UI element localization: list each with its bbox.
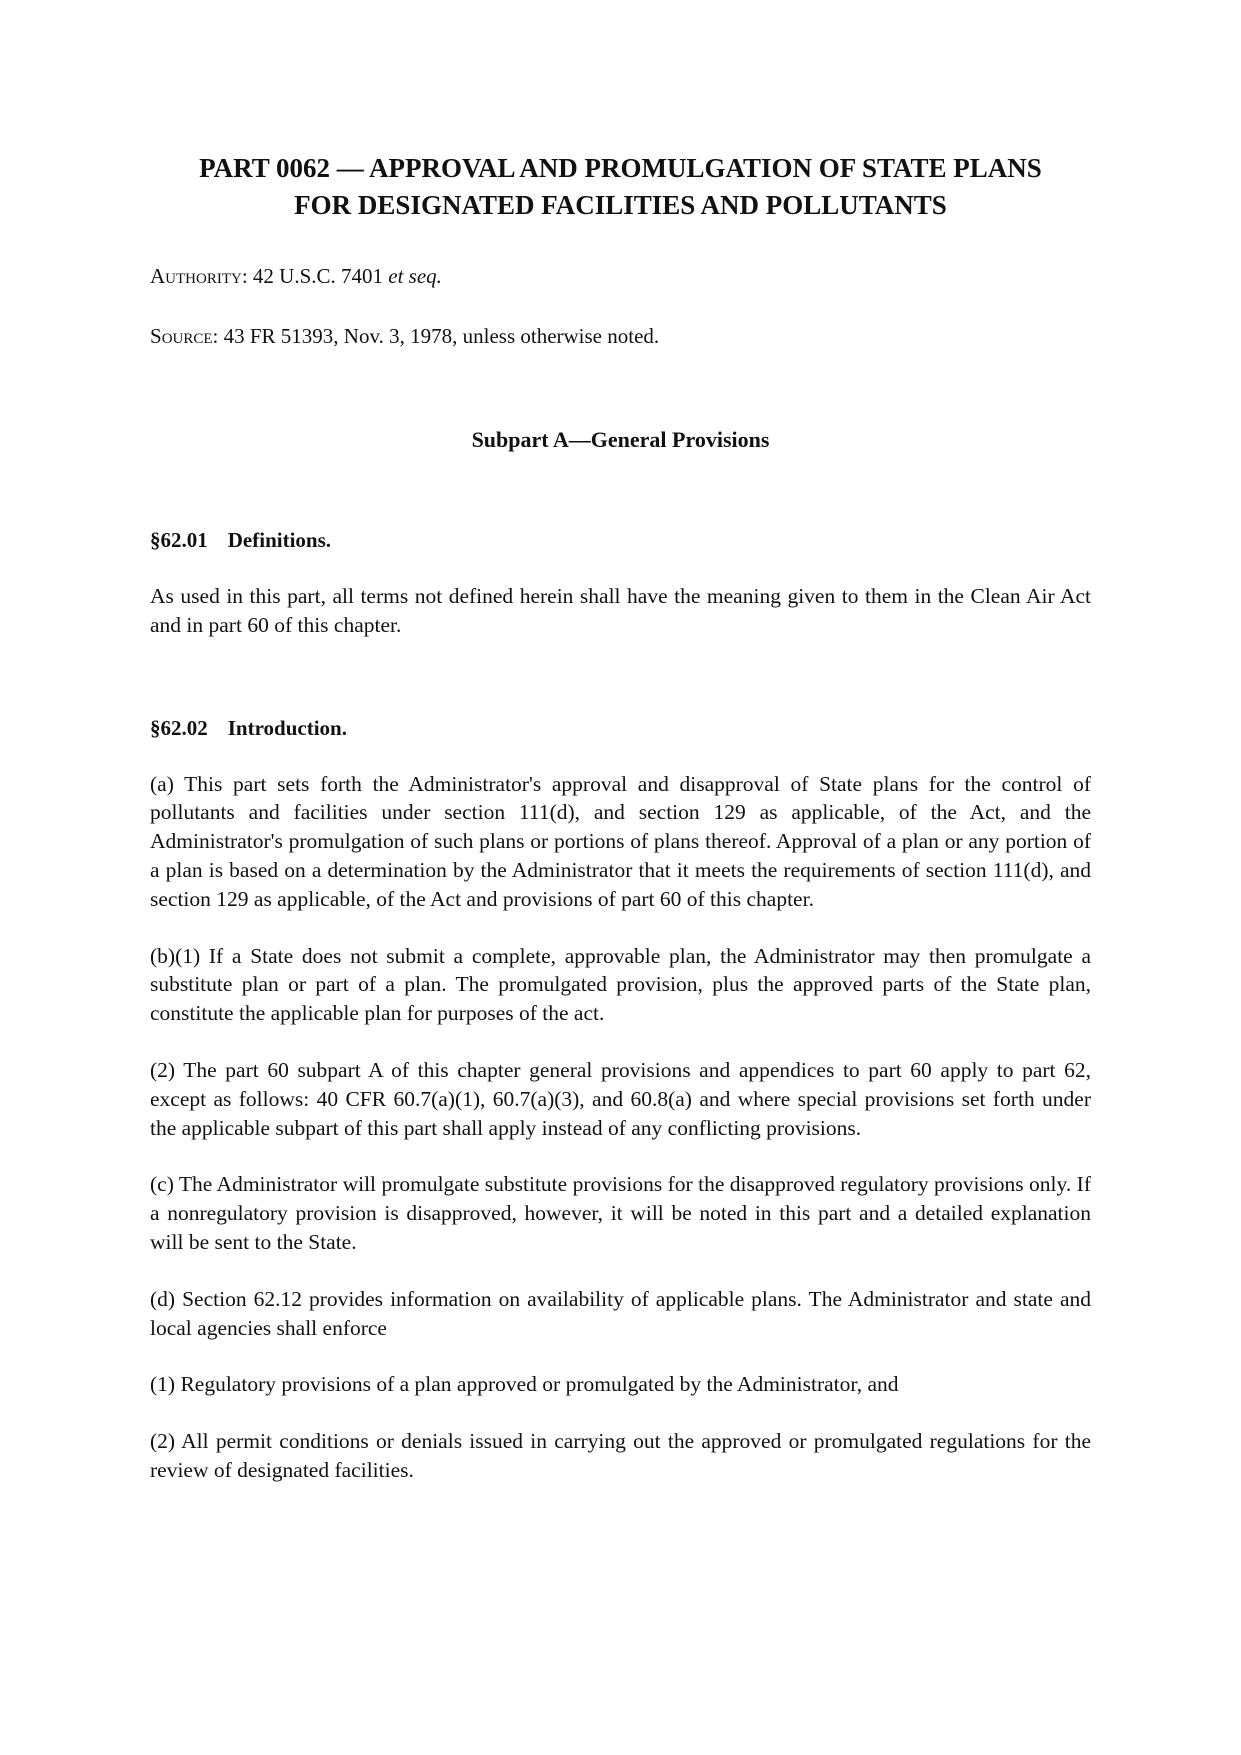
paragraph-a: (a) This part sets forth the Administrator's approval and disapproval of State plans for the control of pollutants and facilities under section 111(d), and section 129 as applicable, of the Act, and the Administrator's promulgation of such plans or portions of plans thereof. Approval of a plan or any portion of a plan is based on a determination by the Administrator that it meets the requirements of section 111(d), and section 129 as applicable, of the Act and provisions of part 60 of this chapter. xyxy=(150,771,1091,911)
paragraph-d1: (1) Regulatory provisions of a plan approved or promulgated by the Administrator, and xyxy=(150,1372,899,1397)
section-heading xyxy=(150,714,1091,742)
section-number: §62.02 xyxy=(150,715,208,740)
paragraph-d2: (2) All permit conditions or denials issued in carrying out the approved or promulgated regulations for the review of designated facilities. xyxy=(150,1429,1091,1482)
paragraph-c: (c) The Administrator will promulgate substitute provisions for the disapproved regulatory provisions only. If a nonregulatory provision is disapproved, however, it will be noted in this part and a detailed explanation will be sent to the State. xyxy=(150,1172,1091,1254)
part-title-line-2: FOR DESIGNATED FACILITIES AND POLLUTANTS xyxy=(294,190,947,220)
authority-line xyxy=(150,262,1091,290)
authority-text: 42 U.S.C. 7401 xyxy=(247,264,389,288)
paragraph-b2: (2) The part 60 subpart A of this chapter general provisions and appendices to part 60 apply to part 62, except as follows: 40 CFR 60.7(a)(1), 60.7(a)(3), and 60.8(a) and where special provisions set forth under the applicable subpart of this part shall apply instead of any conflicting provisions. xyxy=(150,1057,1091,1140)
section-number: §62.01 xyxy=(150,528,208,552)
source-text: 43 FR 51393, Nov. 3, 1978, unless otherwise noted. xyxy=(218,324,660,348)
paragraph-b1: (b)(1) If a State does not submit a complete, approvable plan, the Administrator may then promulgate a substitute plan or part of a plan. The promulgated provision, plus the approved parts of the State plan, constitute the applicable plan for purposes of the act. xyxy=(150,943,1091,1026)
section-heading xyxy=(150,526,1091,554)
source-line xyxy=(150,322,1091,350)
paragraph-d: (d) Section 62.12 provides information on availability of applicable plans. The Administrator and state and local agencies shall enforce xyxy=(150,1286,1091,1340)
document-page xyxy=(150,150,1091,1485)
authority-text-italic: et seq. xyxy=(388,264,442,288)
part-title xyxy=(150,150,1091,224)
part-title-line-1: PART 0062 — APPROVAL AND PROMULGATION OF STATE PLANS xyxy=(199,153,1042,183)
section-62-01 xyxy=(150,526,1091,640)
source-label: Source: xyxy=(150,324,219,348)
section-62-02 xyxy=(150,714,1091,1485)
authority-label: Authority: xyxy=(150,264,248,288)
section-title: Definitions. xyxy=(227,528,332,552)
section-paragraph: As used in this part, all terms not defined herein shall have the meaning given to them in the Clean Air Act and in part 60 of this chapter. xyxy=(150,584,1091,637)
subpart-title: Subpart A—General Provisions xyxy=(471,427,770,452)
section-title: Introduction. xyxy=(227,715,347,740)
